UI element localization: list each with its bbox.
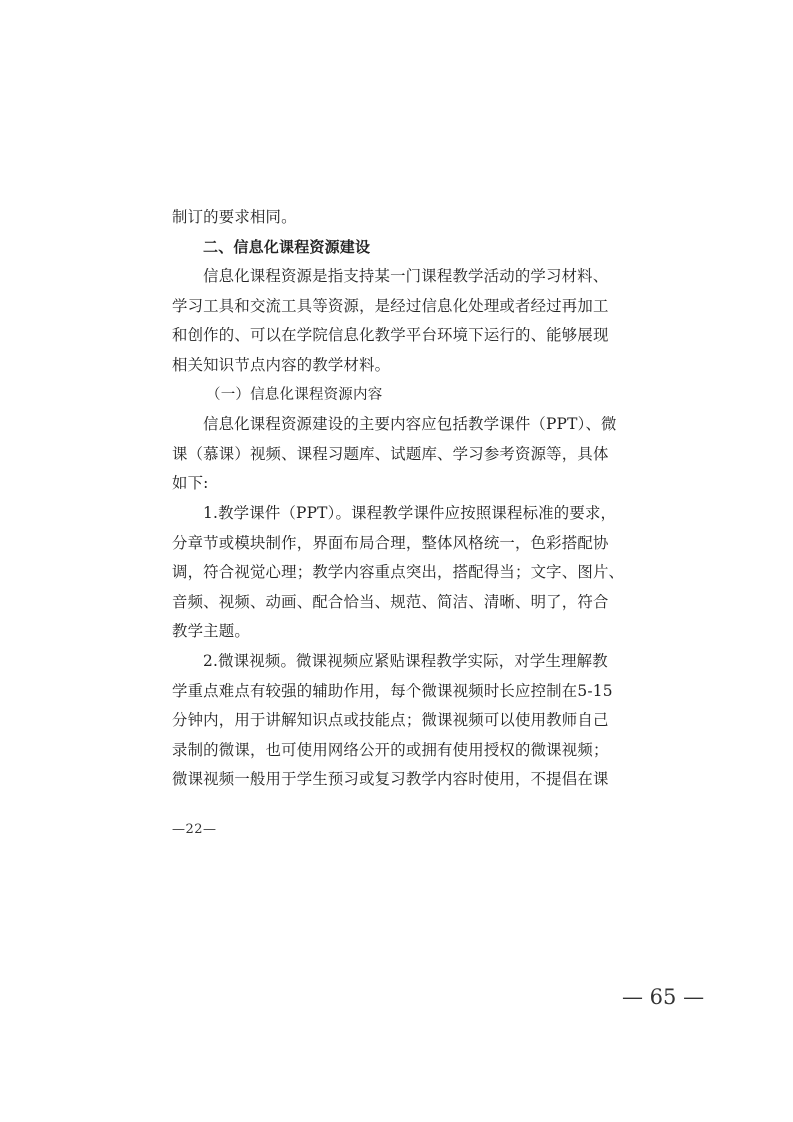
paragraph-line: 信息化课程资源建设的主要内容应包括教学课件（PPT）、微 <box>203 415 617 434</box>
subsection-heading: （一）信息化课程资源内容 <box>206 386 383 403</box>
paragraph-line: 学重点难点有较强的辅助作用，每个微课视频时长应控制在5-15 <box>172 681 613 700</box>
outer-page-number: — 65 — <box>622 985 705 1009</box>
paragraph-line: 微课视频一般用于学生预习或复习教学内容时使用，不提倡在课 <box>172 770 609 789</box>
paragraph-line: 录制的微课，也可使用网络公开的或拥有使用授权的微课视频； <box>172 740 609 759</box>
paragraph-line: 分章节或模块制作，界面布局合理，整体风格统一，色彩搭配协 <box>172 533 609 552</box>
paragraph-line: 课（慕课）视频、课程习题库、试题库、学习参考资源等，具体 <box>172 444 609 463</box>
paragraph-line: 调，符合视觉心理；教学内容重点突出，搭配得当；文字、图片、 <box>172 563 625 582</box>
paragraph-line: 相关知识节点内容的教学材料。 <box>172 355 391 374</box>
paragraph-line: 如下: <box>172 474 209 493</box>
section-heading: 二、信息化课程资源建设 <box>203 237 371 256</box>
paragraph-line: 2.微课视频。微课视频应紧贴课程教学实际，对学生理解教 <box>203 651 608 670</box>
paragraph-line: 分钟内，用于讲解知识点或技能点；微课视频可以使用教师自己 <box>172 711 609 730</box>
paragraph-line: 1.教学课件（PPT）。课程教学课件应按照课程标准的要求， <box>203 503 617 522</box>
paragraph-line: 和创作的、可以在学院信息化教学平台环境下运行的、能够展现 <box>172 326 609 345</box>
paragraph-line: 音频、视频、动画、配合恰当、规范、简洁、清晰、明了，符合 <box>172 592 609 611</box>
paragraph-line: 制订的要求相同。 <box>172 208 297 226</box>
body-text <box>172 203 625 795</box>
paragraph-line: 教学主题。 <box>172 622 250 641</box>
paragraph-line: 学习工具和交流工具等资源，是经过信息化处理或者经过再加工 <box>172 296 609 315</box>
inner-page-number: —22— <box>172 822 217 837</box>
paragraph-line: 信息化课程资源是指支持某一门课程教学活动的学习材料、 <box>203 267 609 286</box>
